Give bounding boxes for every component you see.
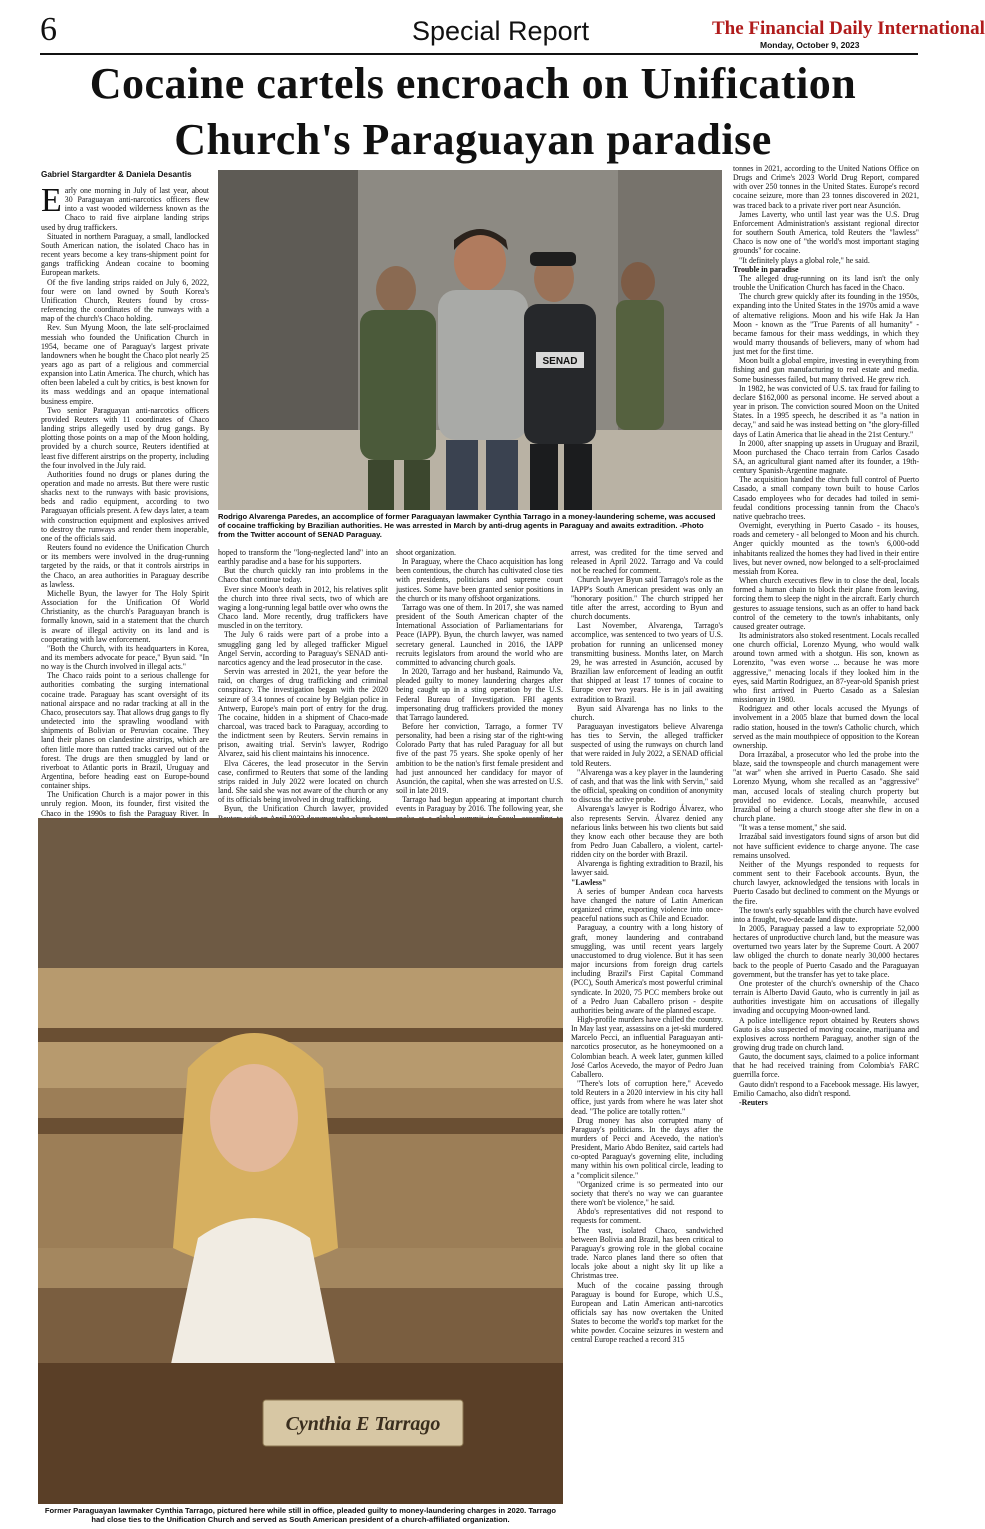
paragraph: A series of bumper Andean coca harvests have changed the nature of Latin American organized crime, exporting violence into once-peaceful nations such as Chile and Ecuador.	[571, 886, 723, 924]
article-column-5	[733, 164, 919, 1524]
paragraph: In 2000, after snapping up assets in Uruguay and Brazil, Moon purchased the Chaco terrain from Carlos Casado SA, an agricultural giant named after its founder, a 19th-century Spanish-Argentine magnate.	[733, 438, 919, 476]
paragraph: Servin was arrested in 2021, the year before the raid, on charges of drug trafficking and criminal conspiracy. The investigation began with the 2020 seizure of 3.4 tonnes of cocaine by Belgian police in Antwerp, Europe's main port of entry for the drug. The cocaine, hidden in a shipment of Chaco-made charcoal, was traced back to Paraguay, according to the indictment seen by Reuters. Servin remains in prison, awaiting trial. Servin's lawyer, Rodrigo Alvarez, said his client maintains his innocence.	[218, 667, 388, 759]
paragraph: Tarrago had begun appearing at important church events in Paraguay by 2016. The following year, she	[396, 795, 563, 814]
subheading: "Lawless"	[571, 877, 607, 887]
lawmaker-photo	[38, 818, 563, 1504]
paragraph: arly one morning in July of last year, about 30 Paraguayan anti-narcotics officers flew into a vast wooded wilderness known as the Chaco to raid five airplane landing strips used by drug traffickers.	[41, 186, 209, 232]
masthead-logo: The Financial Daily International	[712, 18, 985, 39]
paragraph: The acquisition handed the church full control of Puerto Casado, a small company town built to house Carlos Casado employees who for decades had toiled in semi-feudal conditions processing tannin from the Chaco's native quebracho trees.	[733, 475, 919, 521]
paragraph: The town's early squabbles with the church have evolved into a fraught, two-decade land dispute.	[733, 905, 919, 924]
paragraph: In Paraguay, where the Chaco acquisition has long been contentious, the church has cultivated close ties with presidents, politicians and supreme court justices. Some have been granted senior positions in the church or its many offshoot organizations.	[396, 557, 563, 603]
header-rule	[40, 53, 918, 55]
paragraph: Of the five landing strips raided on July 6, 2022, four were on land owned by South Korea's Unification Church, Reuters found by cross-referencing the coordinates of the runways with a map of the church's Chaco holding.	[41, 277, 209, 324]
paragraph: Authorities found no drugs or planes during the operation and made no arrests. But there were rustic shacks next to the runways with basic provisions, beds and radio equipment, according to two Paraguayan officials present. A few days later, a team with construction equipment and explosives arrived to destroy the runways and render them inoperable, one of the officials said.	[41, 469, 209, 543]
section-title: Special Report	[412, 16, 590, 46]
paragraph: hoped to transform the "long-neglected land" into an earthly paradise and a base for his supporters.	[218, 548, 388, 567]
paragraph: Gauto, the document says, claimed to a police informant that he had received training from Colombia's FARC guerrilla force.	[733, 1052, 919, 1080]
paragraph: The vast, isolated Chaco, sandwiched between Bolivia and Brazil, has been critical to Paraguay's growing role in the global cocaine trade. Narco planes land there so often that locals joke about a night sky lit up like a Christmas tree.	[571, 1225, 723, 1281]
paragraph: Two senior Paraguayan anti-narcotics officers provided Reuters with 11 coordinates of Chaco landing strips allegedly used by drug gangs. By plotting those points on a map of the Moon holding, provided by a church source, Reuters identified at least five different airstrips on the property, including the four involved in the July raid.	[41, 405, 209, 470]
paragraph: Irrazábal said investigators found signs of arson but did not have sufficient evidence to charge anyone. The case remains unsolved.	[733, 832, 919, 860]
paragraph: The Unification Church is a major power in this unruly region. Moon, its founder, first visited the Chaco in the 1990s to fish the Paraguay River. In	[41, 790, 209, 818]
paragraph: Paraguay, a country with a long history of graft, money laundering and contraband smuggling, was until recent years largely unaccustomed to drug violence. But it has seen major incursions from foreign drug cartels including Brazil's First Capital Command (PCC), South America's most powerful criminal syndicate. In 2020, 75 PCC members broke out of a Pedro Juan Caballero prison - despite authorities being aware of the planned escape.	[571, 923, 723, 1015]
paragraph: "There's lots of corruption here," Acevedo told Reuters in a 2020 interview in his city hall office, just yards from where he was later shot dead. "The police are totally rotten."	[571, 1079, 723, 1116]
page-number: 6	[40, 11, 57, 48]
paragraph: Moon built a global empire, investing in everything from fishing and gun manufacturing to real estate and media. Some businesses failed, but many thrived. He grew rich.	[733, 356, 919, 384]
paragraph: tonnes in 2021, according to the United Nations Office on Drugs and Crime's 2023 World Drug Report, compared with over 250 tonnes in the United States. Europe's record cocaine seizure, more than 23 tonnes discovered in 2021, was traced back to a private river port near Asunción.	[733, 164, 919, 210]
paragraph: When church executives flew in to close the deal, locals formed a human chain to block their plane from leaving, forcing them to sleep the night in the aircraft. Early church gestures to assuage tensions, such as an offer to hand back control of the cemetery to the town's inhabitants, only caused greater outrage.	[733, 576, 919, 631]
photo-caption: Rodrigo Alvarenga Paredes, an accomplice of former Paraguayan lawmaker Cynthia Tarrago in a money-laundering scheme, was accused of cocaine trafficking by Brazilian authorities. He was arrested in March by anti-drug agents in Paraguay and awaits extradition. -Photo from the Twitter account of SENAD Paraguay.	[218, 512, 716, 539]
arrest-photo-illustration	[218, 170, 722, 510]
paragraph: Abdo's representatives did not respond to requests for comment.	[571, 1207, 723, 1226]
paragraph: Michelle Byun, the lawyer for The Holy Spirit Association for the Unification Of World Christianity, as the church's Paraguayan branch is formally known, said in a statement that the church is aware of illegal activity on its land and is cooperating with law enforcement.	[41, 588, 209, 644]
paragraph: Tarrago was one of them. In 2017, she was named president of the South American chapter of the International Association of Parliamentarians for Peace (IAPP). Byun, the church lawyer, was named secretary general. Launched in 2016, the IAPP recruits legislators from around the world who are committed to advancing church goals.	[396, 602, 563, 667]
paragraph: Neither of the Myungs responded to requests for comment sent to their Facebook accounts. Byun, the church lawyer, acknowledged the tensions with locals in Puerto Casado but declined to comment on the Myungs or the fire.	[733, 859, 919, 906]
article-column-2	[218, 548, 388, 818]
paragraph: But the church quickly ran into problems in the Chaco that continue today.	[218, 566, 388, 585]
paragraph: One protester of the church's ownership of the Chaco terrain is Alberto David Gauto, who is currently in jail as authorities investigate him on accusations of illegally invading and occupying Moon-owned land.	[733, 978, 919, 1016]
paragraph: The alleged drug-running on its land isn't the only trouble the Unification Church has faced in the Chaco.	[733, 273, 919, 293]
byline: Gabriel Stargardter & Daniela Desantis	[41, 170, 192, 179]
paragraph: Reuters found no evidence the Unification Church or its members were involved in the drug-running targeted by the raids, or that it controls airstrips in the Chaco, an area authorities in Paraguay describe as lawless.	[41, 543, 209, 589]
subheading: Trouble in paradise	[733, 264, 799, 274]
paragraph: High-profile murders have chilled the country. In May last year, assassins on a jet-ski murdered Marcelo Pecci, an influential Paraguayan anti-narcotics prosecutor, as he honeymooned on a Colombian beach. A week later, gunmen killed José Carlos Acevedo, the mayor of Pedro Juan Caballero.	[571, 1014, 723, 1079]
paragraph: Last November, Alvarenga, Tarrago's accomplice, was sentenced to two years of U.S. probation for running an unlicensed money transmitting business. Months later, on March 29, he was arrested in Asunción, accused by Brazilian law enforcement of leading an outfit that shipped at least 17 tonnes of cocaine to Europe over two years. He is in jail awaiting extradition to Brazil.	[571, 621, 723, 704]
paragraph: Ever since Moon's death in 2012, his relatives split the church into three rival sects, two of which are waging a long-running legal battle over who owns the Chaco land. More recently, drug traffickers have muscled in on the territory.	[218, 584, 388, 631]
paragraph: Rev. Sun Myung Moon, the late self-proclaimed messiah who founded the Unification Church in 1954, became one of Paraguay's largest private landowners when he bought the Chaco plot nearly 25 years ago as part of a religious and commercial expansion into Latin America. The church, which has often been labeled a cult by critics, is best known for its mass weddings and an opaque international business empire.	[41, 323, 209, 406]
paragraph: "It was a tense moment," she said.	[739, 823, 847, 833]
photo-caption: Former Paraguayan lawmaker Cynthia Tarrago, pictured here while still in office, pleaded guilty to money-laundering charges in 2020. Tarrago had close ties to the Unification Church and served as South American president of a church-affiliated organization.	[44, 1506, 557, 1524]
paragraph: The July 6 raids were part of a probe into a smuggling gang led by alleged trafficker Miguel Angel Servin, according to Paraguay's SENAD anti-narcotics agency and the lead prosecutor in the case.	[218, 630, 388, 667]
paragraph: Alvarenga's lawyer is Rodrigo Álvarez, who also represents Servin. Álvarez denied any nefarious links between his two clients but said they know each other because they are both from Pedro Juan Caballero, a violent, cartel-ridden city on the border with Brazil.	[571, 804, 723, 860]
paragraph: Before her conviction, Tarrago, a former TV personality, had been a rising star of the right-wing Colorado Party that has ruled Paraguay for all but five of the past 75 years. She spoke openly of her ambition to be the nation's first female president and had just announced her candidacy for mayor of Asunción, the capital, when she was arrested on U.S. soil in late 2019.	[396, 721, 563, 796]
paragraph: In 1982, he was convicted of U.S. tax fraud for failing to declare $162,000 as personal income. He served about a year in prison. The conviction soured Moon on the United States. In a 1995 speech, he described it as "a nation in decay," and said he was instead betting on "the glory-filled days of Latin America that lie ahead in the 21st Century."	[733, 383, 919, 439]
paragraph: shoot organization.	[396, 548, 456, 557]
paragraph: In 2020, Tarrago and her husband, Raimundo Va, pleaded guilty to money laundering charges after being caught up in a sting operation by the U.S. Federal Bureau of Investigation. FBI agents impersonating drug traffickers provided the money that Tarrago laundered.	[396, 667, 563, 722]
paragraph: "Alvarenga was a key player in the laundering of cash, and that was the link with Servin," said the official, speaking on condition of anonymity to discuss the active probe.	[571, 767, 723, 805]
signoff: -Reuters	[739, 1097, 768, 1107]
paragraph: "Organized crime is so permeated into our society that there's no way we can guarantee there won't be violence," he said.	[571, 1179, 723, 1208]
paragraph: "Both the Church, with its headquarters in Korea, and its members advocate for peace," Byun said. "In no way is the Church involved in illegal acts."	[41, 643, 209, 672]
headline: Cocaine cartels encroach on Unification Church's Paraguayan paradise	[89, 59, 857, 164]
dateline: Monday, October 9, 2023	[760, 40, 860, 50]
paragraph: Paraguayan investigators believe Alvarenga has ties to Servin, the alleged trafficker suspected of using the runways on church land that were raided in July 2022, a SENAD official told Reuters.	[571, 721, 723, 768]
paragraph: Gauto didn't respond to a Facebook message. His lawyer, Emilio Camacho, also didn't respond.	[733, 1079, 919, 1098]
paragraph: "It definitely plays a global role," he said.	[739, 255, 870, 265]
paragraph: Situated in northern Paraguay, a small, landlocked South American nation, the isolated Chaco has in recent years become a key trans-shipment point for gangs trafficking Andean cocaine to booming European markets.	[41, 231, 209, 278]
paragraph: In 2005, Paraguay passed a law to expropriate 52,000 hectares of unproductive church land, but the measure was overturned two years later by the Supreme Court. A 2007 law obliged the church to donate nearly 30,000 hectares back to the people of Puerto Casado and the Paraguayan government, but the transfer has yet to take place.	[733, 923, 919, 979]
nameplate: Cynthia E Tarrago	[285, 1413, 441, 1435]
paragraph: Drug money has also corrupted many of Paraguay's politicians. In the days after the murders of Pecci and Acevedo, the nation's President, Mario Abdo Benítez, said cartels had co-opted Paraguay's governing elite, including many within his own political circle, leading to a "complicit silence."	[571, 1115, 723, 1180]
dropcap: E	[41, 182, 62, 219]
article-column-4	[571, 548, 723, 1520]
paragraph: Byun said Alvarenga has no links to the church.	[571, 703, 723, 722]
arrest-photo	[218, 170, 722, 510]
paragraph: The church grew quickly after its founding in the 1950s, expanding into the United States in the 1970s amid a wave of alternative religions. Moon and his wife Hak Ja Han Moon - known as the "True Parents of all humanity" - became famous for their mass weddings, in which they would marry thousands of believers, many of whom had just met for the first time.	[733, 292, 919, 357]
paragraph: Alvarenga is fighting extradition to Brazil, his lawyer said.	[571, 859, 723, 878]
paragraph: Overnight, everything in Puerto Casado - its houses, roads and cemetery - all belonged to Moon and his church. Anger quickly mounted as the town's 6,000-odd inhabitants realized the homes they had lived in their entire lives, but never owned, now belonged to a self-proclaimed messiah from Korea.	[733, 521, 919, 576]
paragraph: Elva Cáceres, the lead prosecutor in the Servin case, confirmed to Reuters that some of the landing strips raided in July 2022 were located on church land. She said she was not aware of the church or any of its officials being involved in drug trafficking.	[218, 758, 388, 805]
paragraph: Much of the cocaine passing through Paraguay is bound for Europe, which U.S., European and Latin American anti-narcotics officials say has now overtaken the United States to become the world's top market for the white powder. Cocaine seizures in western and central Europe reached a record 315	[571, 1280, 723, 1345]
paragraph: The Chaco raids point to a serious challenge for authorities combating the surging international cocaine trade. Paraguay has scant oversight of its national airspace and no radar tracking at all in the Chaco, prosecutors say. That allows drug gangs to fly undetected into the sprawling woodland with shipments of Bolivian or Peruvian cocaine. They land their planes on clandestine airstrips, which are often little more than rutted tracks carved out of the forest. The drugs are then smuggled by land or riverboat to Atlantic ports in Brazil, Uruguay and Argentina, before heading east on Europe-bound container ships.	[41, 671, 209, 791]
paragraph: James Laverty, who until last year was the U.S. Drug Enforcement Administration's assistant regional director for southern South America, told Reuters the "lawless" Chaco is now one of "the world's most important staging grounds" for cocaine.	[733, 209, 919, 256]
vest-label: SENAD	[542, 356, 578, 367]
article-column-3	[396, 548, 563, 818]
paragraph: Its administrators also stoked resentment. Locals recalled one church official, Lorenzo Myung, who would walk around town armed with a shotgun. His son, known as Lorenzito, "was even worse ... because he was more aggressive," menacing locals if they looked him in the eyes, said Martin Rodriguez, an 87-year-old Spanish priest who first arrived in Puerto Casado as a Salesian missionary in 1980.	[733, 630, 919, 705]
paragraph: A police intelligence report obtained by Reuters shows Gauto is also suspected of moving cocaine, marijuana and explosives across northern Paraguay, another sign of the growing drug trade on church land.	[733, 1015, 919, 1052]
paragraph: Byun, the Unification Church lawyer, provided	[224, 804, 388, 814]
lawmaker-photo-illustration	[38, 818, 563, 1504]
paragraph: arrest, was credited for the time served and released in April 2022. Tarrago and Va could not be reached for comment.	[571, 548, 723, 576]
paragraph: Dora Irrazábal, a prosecutor who led the probe into the blaze, said the townspeople and church management were "at war" when she arrived in Puerto Casado. She said Lorenzo Myung, whom she recalled as an "aggressive" man, accused locals of stealing church property but provided no evidence. Locals, meanwhile, accused Irrazábal of being a church stooge after she flew in on a church plane.	[733, 750, 919, 824]
paragraph: Church lawyer Byun said Tarrago's role as the IAPP's South American president was only an "honorary position." The church stripped her title after the arrest, according to Byun and church documents.	[571, 575, 723, 622]
paragraph: Rodriguez and other locals accused the Myungs of involvement in a 2005 blaze that burned down the local radio station, housed in the town's Catholic church, which served as the main mouthpiece of opposition to the Korean ownership.	[733, 704, 919, 750]
